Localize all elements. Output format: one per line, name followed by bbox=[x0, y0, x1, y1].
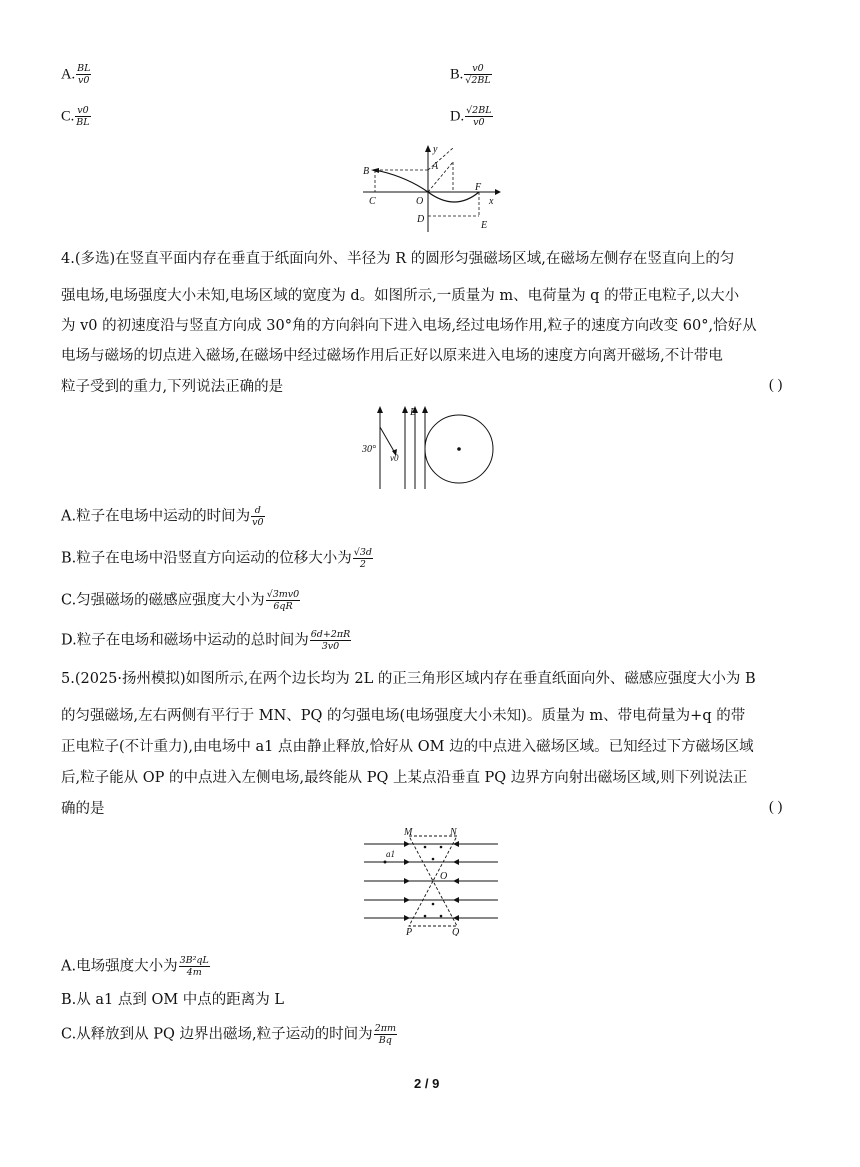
q4-answer-bracket[interactable]: ( ) bbox=[769, 377, 783, 393]
label-x: x bbox=[489, 196, 494, 207]
q4-stem-line-4: 电场与磁场的切点进入磁场,在磁场中经过磁场作用后正好以原来进入电场的速度方向离开磁场,不计带电 bbox=[61, 348, 723, 364]
q4-option-a: A.粒子在电场中运动的时间为 $\frac{d}{v0}$ bbox=[61, 505, 264, 528]
label-d: D bbox=[417, 214, 425, 225]
q4-stem-line-2: 强电场,电场强度大小未知,电场区域的宽度为 d。如图所示,一质量为 m、电荷量为 q 的带正电粒子,以大小 bbox=[61, 288, 740, 304]
q3-option-d: D. $\frac{√2BL}{v0}$ bbox=[450, 105, 492, 128]
q4-option-d: D.粒子在电场和磁场中运动的总时间为 $\frac{6d+2\pi R}{3v0}$ bbox=[61, 629, 351, 652]
x-axis-arrow-icon bbox=[495, 189, 501, 195]
q4-stem-line-3: 为 v0 的初速度沿与竖直方向成 30°角的方向斜向下进入电场,经过电场作用,粒子的速度方向改变 60°,恰好从 bbox=[61, 318, 757, 334]
q4-stem-line-5: 粒子受到的重力,下列说法正确的是 bbox=[61, 379, 284, 395]
label-c: C bbox=[369, 196, 376, 207]
q5-stem-line-2: 的匀强磁场,左右两侧有平行于 MN、PQ 的匀强电场(电场强度大小未知)。质量为 m、带电荷量为+q 的带 bbox=[61, 708, 746, 724]
label-f: F bbox=[475, 182, 482, 193]
q5-stem-line-1: 5.(2025·扬州模拟)如图所示,在两个边长均为 2L 的正三角形区域内存在垂直纸面向外、磁感应强度大小为 B bbox=[61, 671, 756, 687]
label-e: E bbox=[481, 220, 488, 231]
label-30deg: 30° bbox=[362, 444, 376, 455]
q4-option-c: C.匀强磁场的磁感应强度大小为 $\frac{√3mv0}{6qR}$ bbox=[61, 589, 300, 612]
q5-option-b: B.从 a1 点到 OM 中点的距离为 L bbox=[61, 992, 285, 1008]
q5-answer-bracket[interactable]: ( ) bbox=[769, 799, 783, 815]
q4-figure bbox=[360, 405, 500, 490]
y-axis-arrow-icon bbox=[425, 145, 431, 152]
label-p: P bbox=[406, 927, 413, 936]
label-y: y bbox=[433, 144, 438, 155]
label-e: E bbox=[410, 407, 417, 418]
q5-stem-line-3: 正电粒子(不计重力),由电场中 a1 点由静止释放,恰好从 OM 边的中点进入磁场区域。已知经过下方磁场区域 bbox=[61, 739, 754, 755]
label-n: N bbox=[450, 827, 457, 838]
q5-option-c: C.从释放到从 PQ 边界出磁场,粒子运动的时间为 $\frac{2\pi m}{Bq}$ bbox=[61, 1023, 396, 1046]
trajectory-curve bbox=[375, 170, 479, 202]
q5-figure bbox=[360, 826, 502, 936]
label-b: B bbox=[363, 166, 370, 177]
label-q: Q bbox=[452, 927, 460, 936]
label-o: O bbox=[416, 196, 424, 207]
q5-stem-line-5: 确的是 bbox=[61, 801, 105, 817]
q5-stem-line-4: 后,粒子能从 OP 的中点进入左侧电场,最终能从 PQ 上某点沿垂直 PQ 边界方向射出磁场区域,则下列说法正 bbox=[61, 770, 748, 786]
q4-stem-line-1: 4.(多选)在竖直平面内存在垂直于纸面向外、半径为 R 的圆形匀强磁场区域,在磁场左侧存在竖直向上的匀 bbox=[61, 251, 735, 267]
q4-option-b: B.粒子在电场中沿竖直方向运动的位移大小为 $\frac{√3d}{2}$ bbox=[61, 547, 372, 570]
q3-option-a: A. $\frac{BL}{v0}$ bbox=[61, 63, 91, 86]
q3-option-b: B. $\frac{v0}{√2BL}$ bbox=[450, 63, 491, 86]
page-number: 2 / 9 bbox=[414, 1076, 440, 1091]
label-o: O bbox=[440, 871, 448, 882]
q3-figure bbox=[355, 140, 510, 235]
label-m: M bbox=[404, 827, 413, 838]
label-v0: v0 bbox=[390, 453, 399, 463]
q3-option-c: C. $\frac{v0}{BL}$ bbox=[61, 105, 90, 128]
q5-option-a: A.电场强度大小为 $\frac{\text{3B²qL}}{4m}$ bbox=[61, 955, 209, 978]
label-a: A bbox=[432, 161, 439, 172]
label-a1: a1 bbox=[386, 849, 395, 859]
